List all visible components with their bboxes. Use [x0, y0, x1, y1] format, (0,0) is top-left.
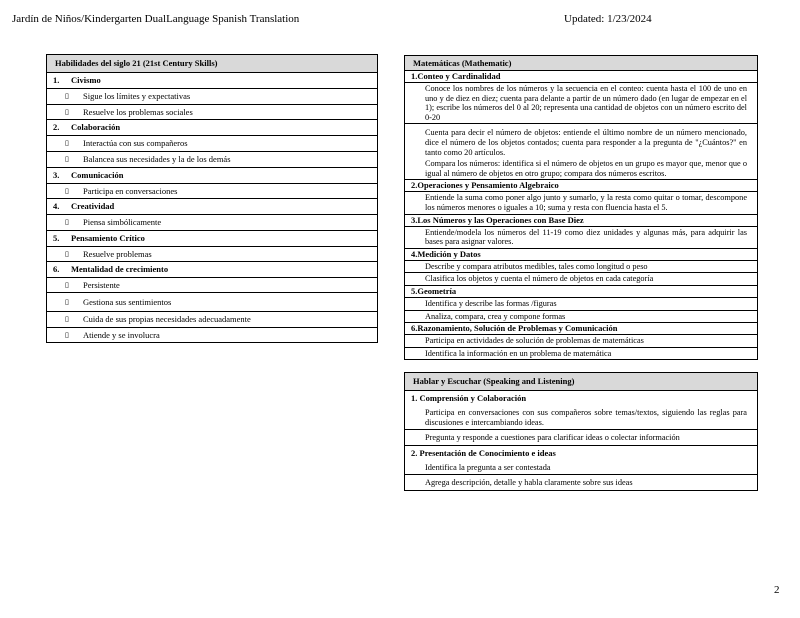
skill-item	[47, 328, 377, 342]
skill-item	[47, 247, 377, 261]
skill-section	[47, 168, 377, 199]
skill-section-heading	[47, 262, 377, 278]
skill-item-text: Gestiona sus sentimientos	[83, 297, 172, 307]
skill-section	[47, 231, 377, 262]
skill-item	[47, 312, 377, 328]
standard-heading: 1. Comprensión y Colaboración	[411, 393, 527, 403]
skill-section-number: 3.	[53, 170, 60, 180]
skill-section-heading	[47, 231, 377, 247]
standard-text: Identifica la información en un problema de matemática	[405, 348, 757, 361]
standard-heading: 1.Conteo y Cardinalidad	[405, 71, 757, 83]
skill-item-text: Piensa simbólicamente	[83, 217, 162, 227]
skill-section-title: Civismo	[71, 75, 101, 85]
skill-item-text: Atiende y se involucra	[83, 330, 160, 340]
skill-item-text: Resuelve problemas	[83, 249, 152, 259]
skill-item	[47, 136, 377, 152]
skill-section-number: 6.	[53, 264, 60, 274]
skill-section-title: Colaboración	[71, 122, 121, 132]
speaking-table-title: Hablar y Escuchar (Speaking and Listening)	[405, 373, 757, 391]
skill-section-number: 2.	[53, 122, 60, 132]
skill-section	[47, 199, 377, 231]
speaking-table-body	[405, 391, 757, 491]
standard-heading: 4.Medición y Datos	[405, 249, 757, 261]
skill-item-text: Persistente	[83, 280, 120, 290]
skill-item	[47, 89, 377, 105]
skill-section-heading	[47, 199, 377, 215]
standard-text: Clasifica los objetos y cuenta el número de objetos en cada categoría	[405, 273, 757, 286]
bullet-icon: ▯	[65, 139, 69, 147]
skill-section-title: Mentalidad de crecimiento	[71, 264, 169, 274]
skill-item-text: Resuelve los problemas sociales	[83, 107, 193, 117]
math-table-title: Matemáticas (Mathematic)	[405, 56, 757, 71]
skill-item-text: Participa en conversaciones	[83, 186, 178, 196]
standard-text: Entiende la suma como poner algo junto y sumarlo, y la resta como quitar o tomar, descompone los números menores o iguales a 10; suma y resta con fluencia hasta el 5.	[405, 192, 757, 214]
standard-text: Identifica y describe las formas /figuras	[405, 298, 757, 311]
bullet-icon: ▯	[65, 331, 69, 339]
document-updated-date: Updated: 1/23/2024	[564, 13, 652, 25]
standard-heading: 2. Presentación de Conocimiento e ideas	[411, 447, 556, 458]
standard-text: Cuenta para decir el número de objetos: entiende el último nombre de un número mencionado, dice el número de los objetos contados; cuenta para responder a la pregunta de "¿Cuántos?" en tanto como 20 artículos.	[425, 128, 747, 157]
standard-text: Describe y compara atributos medibles, tales como longitud o peso	[405, 261, 757, 274]
standard-text: Participa en conversaciones con sus compañeros sobre temas/textos, siguiendo las reglas para discusiones e intercambiando ideas.	[405, 405, 757, 430]
bullet-icon: ▯	[65, 108, 69, 116]
standard-heading: 3.Los Números y las Operaciones con Base Diez	[405, 215, 757, 227]
skill-section-title: Pensamiento Crítico	[71, 233, 145, 243]
skill-section-heading	[47, 168, 377, 184]
standard-heading: 5.Geometría	[405, 286, 757, 298]
skill-item-text: Sigue los límites y expectativas	[83, 91, 191, 101]
standard-text: Participa en actividades de solución de problemas de matemáticas	[405, 335, 757, 348]
skills-table-body	[47, 73, 377, 343]
skill-item	[47, 215, 377, 230]
bullet-icon: ▯	[65, 92, 69, 100]
standard-text: Agrega descripción, detalle y habla claramente sobre sus ideas	[405, 475, 757, 491]
bullet-icon: ▯	[65, 281, 69, 289]
skill-section	[47, 120, 377, 168]
page-number: 2	[774, 584, 780, 596]
skill-item	[47, 105, 377, 119]
math-table-body	[405, 71, 757, 360]
document-header-title: Jardín de Niños/Kindergarten DualLanguage Spanish Translation	[12, 13, 300, 25]
standard-text: Compara los números: identifica si el número de objetos en un grupo es mayor que, menor que o igual al número de objetos en otro grupo; compara dos números escritos.	[405, 158, 757, 180]
skill-item-text: Balancea sus necesidades y la de los demás	[83, 154, 231, 164]
skill-section-heading	[47, 73, 377, 89]
skill-item	[47, 152, 377, 167]
skill-section-heading	[47, 120, 377, 136]
bullet-icon: ▯	[65, 315, 69, 323]
standard-heading: 6.Razonamiento, Solución de Problemas y Comunicación	[405, 323, 757, 335]
bullet-icon: ▯	[65, 298, 69, 306]
bullet-icon: ▯	[65, 187, 69, 195]
skill-item	[47, 184, 377, 198]
bullet-icon: ▯	[65, 250, 69, 258]
skill-section-number: 5.	[53, 233, 60, 243]
speaking-table	[404, 372, 758, 491]
standard-text: Identifica la pregunta a ser contestada	[405, 460, 757, 476]
skill-item-text: Interactúa con sus compañeros	[83, 138, 188, 148]
standard-text: Entiende/modela los números del 11-19 como diez unidades y algunas más, para adquirir las bases para asignar valores.	[405, 227, 757, 249]
skills-table-title: Habilidades del siglo 21 (21st Century Skills)	[47, 55, 377, 73]
skill-item	[47, 293, 377, 312]
bullet-icon: ▯	[65, 155, 69, 163]
skill-section	[47, 262, 377, 343]
standard-text: Pregunta y responde a cuestiones para clarificar ideas o colectar información	[405, 430, 757, 446]
math-table	[404, 55, 758, 360]
skill-section	[47, 73, 377, 120]
bullet-icon: ▯	[65, 218, 69, 226]
standard-text: Conoce los nombres de los números y la secuencia en el conteo: cuenta hasta el 100 de uno en uno y de diez en diez; cuenta para delante a partir de un número dado (en lugar de empezar en el 1); escribe los números del 0 al 20; representa una cantidad de objetos con un número escrito del 0-20	[405, 83, 757, 124]
skill-section-number: 1.	[53, 75, 60, 85]
standard-text: Analiza, compara, crea y compone formas	[405, 311, 757, 324]
skill-item-text: Cuida de sus propias necesidades adecuadamente	[83, 314, 251, 324]
standard-heading: 2.Operaciones y Pensamiento Algebraico	[405, 180, 757, 192]
skill-item	[47, 278, 377, 293]
skill-section-title: Comunicación	[71, 170, 124, 180]
skills-table	[46, 54, 378, 343]
skill-section-number: 4.	[53, 201, 60, 211]
skill-section-title: Creatividad	[71, 201, 115, 211]
